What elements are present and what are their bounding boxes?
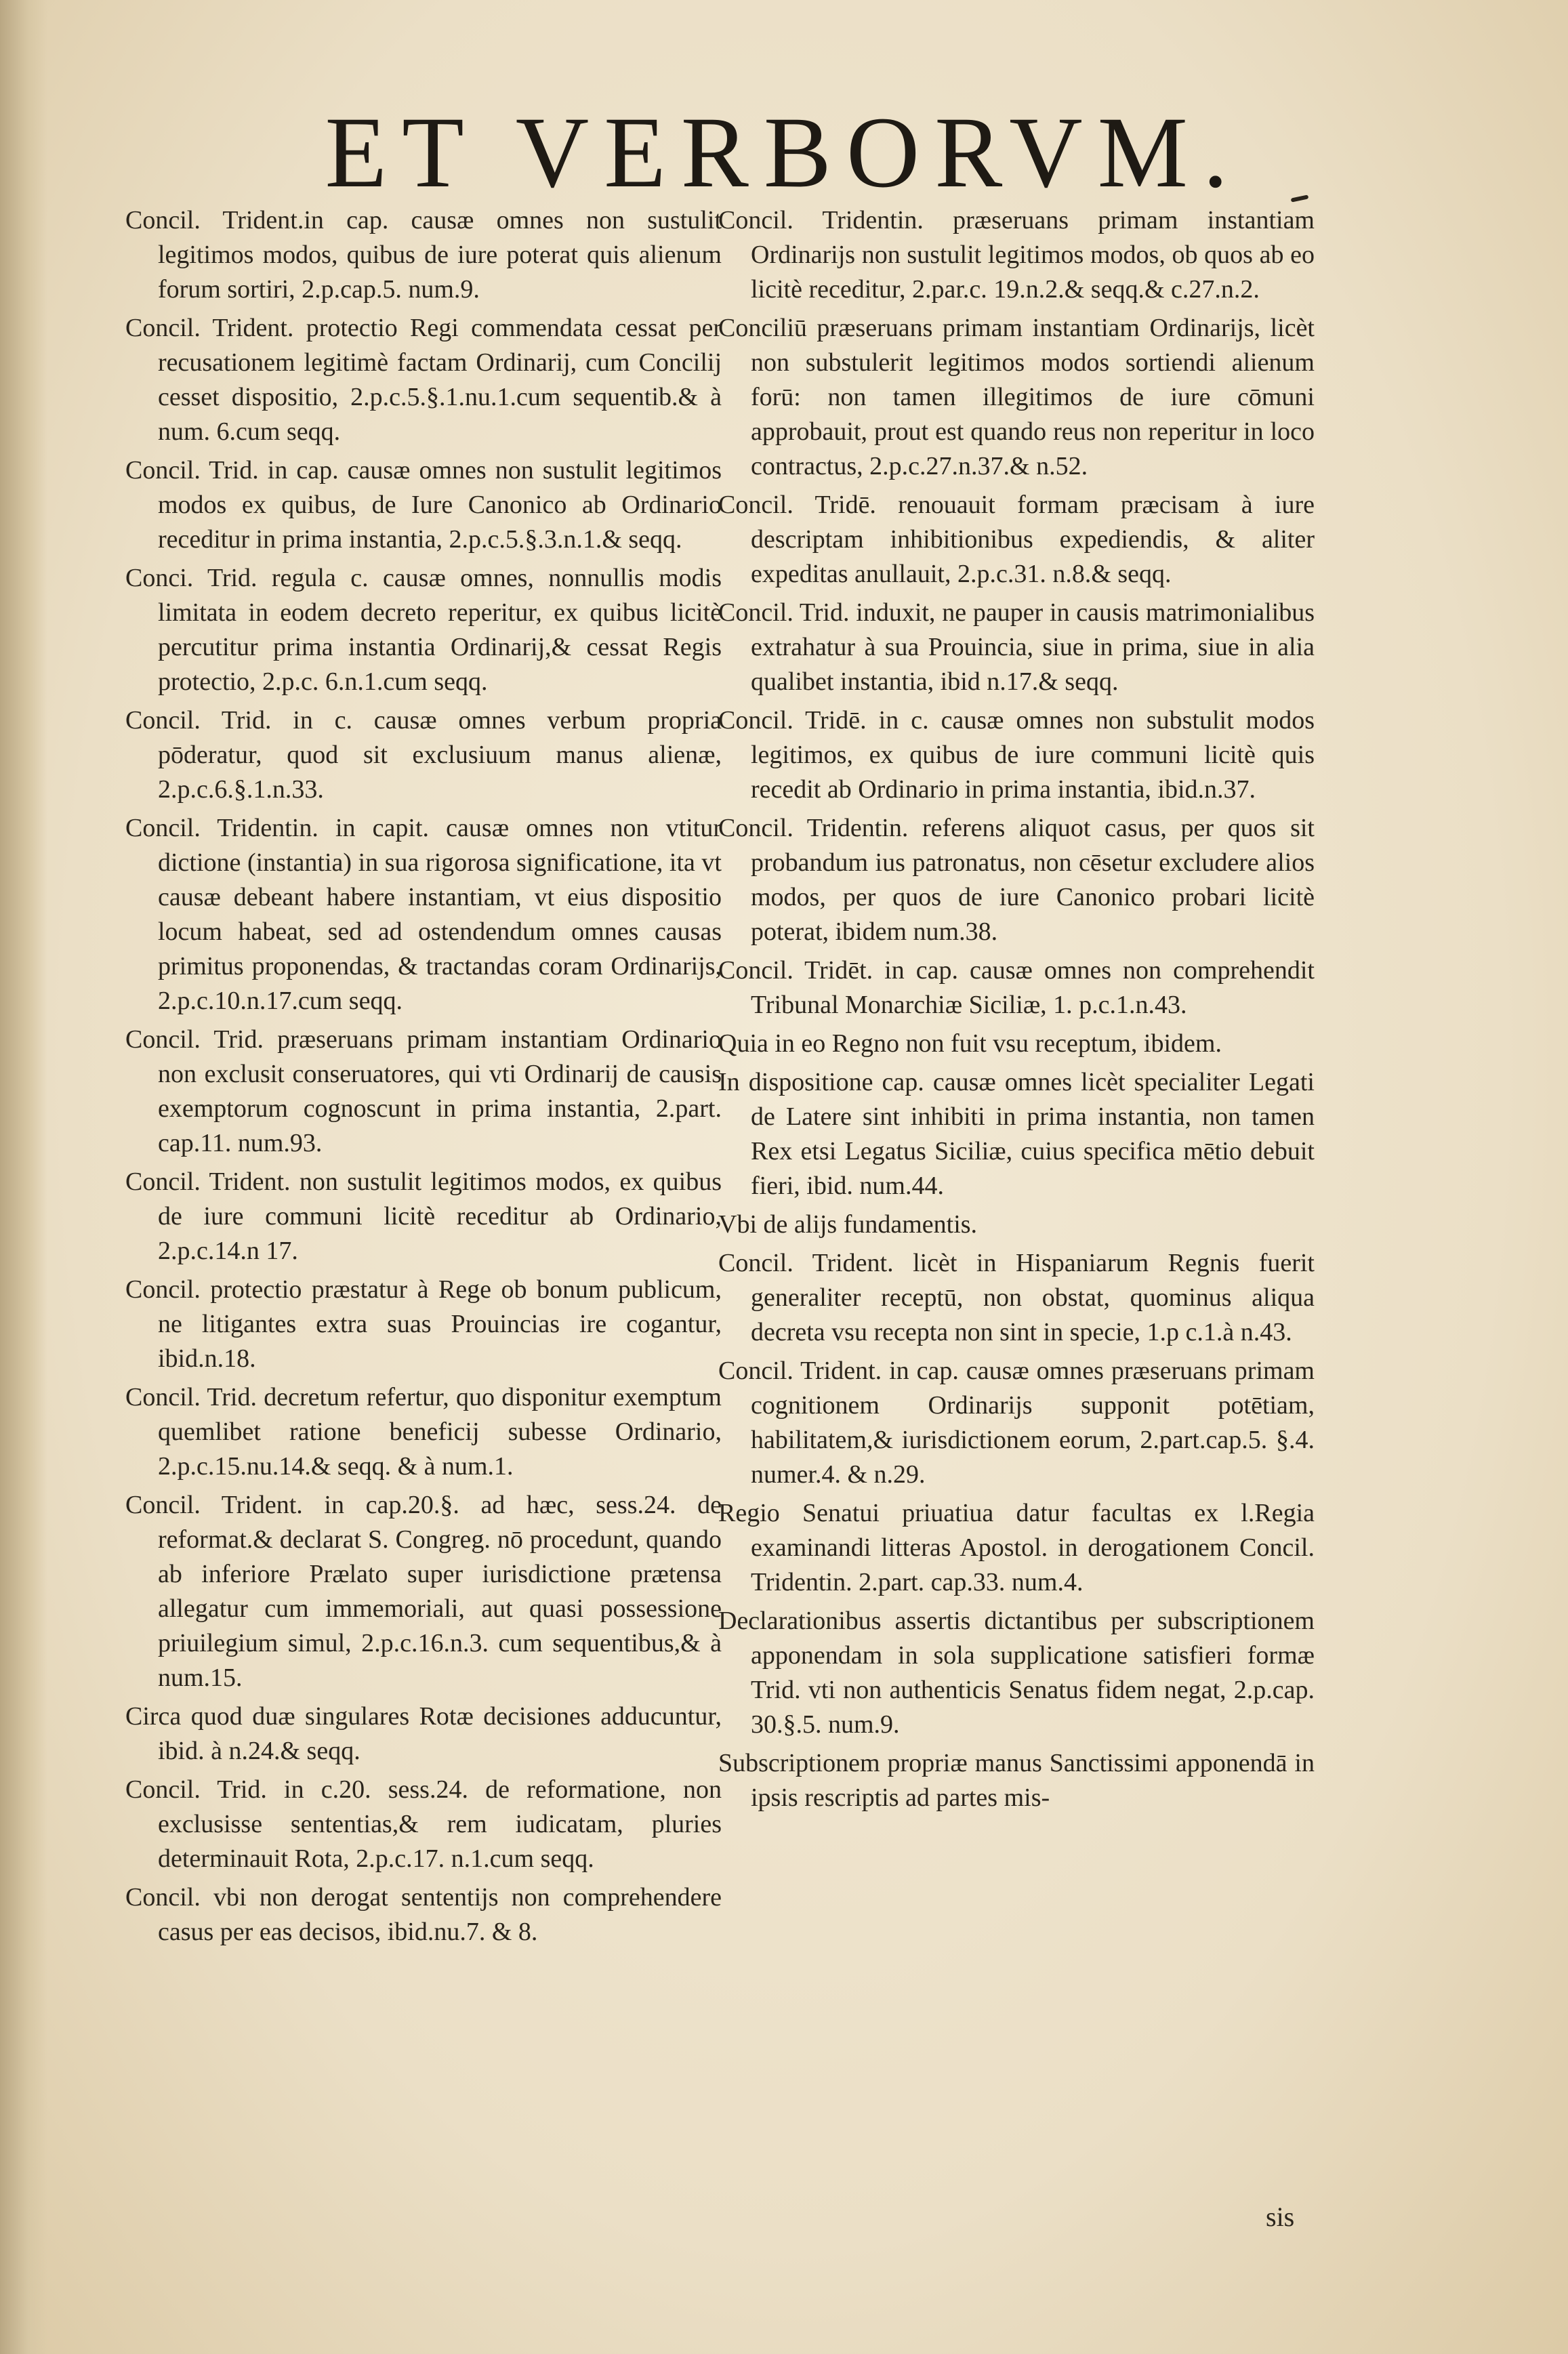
index-entry: Quia in eo Regno non fuit vsu receptum, ibidem.: [718, 1029, 1222, 1058]
index-entry: Concil. Trid. præseruans primam instantiam Ordinario non exclusit conseruatores, qui vti Ordinarij de causis exemptorum cognoscunt in prima instantia, 2.part. cap.11. num.93.: [125, 1025, 722, 1157]
index-entry: Concil. Trident. non sustulit legitimos modos, ex quibus de iure communi licitè receditur ab Ordinario, 2.p.c.14.n 17.: [125, 1168, 722, 1265]
index-entry: Concil. Trid. in c.20. sess.24. de reformatione, non exclusisse sententias,& rem iudicatam, pluries determinauit Rota, 2.p.c.17. n.1.cum seqq.: [125, 1775, 722, 1873]
index-entry: Concil. vbi non derogat sententijs non comprehendere casus per eas decisos, ibid.nu.7. & 8.: [125, 1883, 722, 1946]
index-entry: Circa quod duæ singulares Rotæ decisiones adducuntur, ibid. à n.24.& seqq.: [125, 1702, 722, 1765]
index-entry: Concil. Trid. in cap. causæ omnes non sustulit legitimos modos ex quibus, de Iure Canonico ab Ordinario receditur in prima instantia, 2.p.c.5.§.3.n.1.& seqq.: [125, 456, 722, 554]
index-entry: Declarationibus assertis dictantibus per subscriptionem apponendam in sola supplicatione satisfieri formæ Trid. vti non authenticis Senatus fidem negat, 2.p.cap. 30.§.5. num.9.: [718, 1607, 1315, 1739]
running-head: ET VERBORVM.: [325, 96, 1243, 209]
index-entry: Concil. Trident. in cap.20.§. ad hæc, sess.24. de reformat.& declarat S. Congreg. nō procedunt, quando ab inferiore Prælato super iurisdictione prætensa allegatur cum immemoriali, aut quasi possessione priuilegium simul, 2.p.c.16.n.3. cum sequentibus,& à num.15.: [125, 1491, 722, 1692]
page-gutter-edge: [0, 0, 47, 2354]
index-entry: In dispositione cap. causæ omnes licèt specialiter Legati de Latere sint inhibiti in prima instantia, non tamen Rex etsi Legatus Siciliæ, cuius specifica mētio debuit fieri, ibid. num.44.: [718, 1068, 1315, 1200]
index-entry: Conci. Trid. regula c. causæ omnes, nonnullis modis limitata in eodem decreto reperitur, ex quibus licitè percutitur prima instantia Ordinarij,& cessat Regis protectio, 2.p.c. 6.n.1.cum seqq.: [125, 564, 722, 696]
index-entry: Concil. Tridē. in c. causæ omnes non substulit modos legitimos, ex quibus de iure communi licitè quis recedit ab Ordinario in prima instantia, ibid.n.37.: [718, 706, 1315, 804]
index-entry: Concil. Trid. induxit, ne pauper in causis matrimonialibus extrahatur à sua Prouincia, siue in prima, siue in alia qualibet instantia, ibid n.17.& seqq.: [718, 598, 1315, 696]
index-entry: Concil. Tridē. renouauit formam præcisam à iure descriptam inhibitionibus expediendis, & aliter expeditas anullauit, 2.p.c.31. n.8.& seqq.: [718, 491, 1315, 588]
index-entry: Vbi de alijs fundamentis.: [718, 1210, 978, 1239]
index-entry: Concil. Tridentin. præseruans primam instantiam Ordinarijs non sustulit legitimos modos, ob quos ab eo licitè receditur, 2.par.c. 19.n.2.& seqq.& c.27.n.2.: [718, 206, 1315, 304]
catchword: sis: [1266, 2202, 1295, 2232]
index-entry: Subscriptionem propriæ manus Sanctissimi apponendā in ipsis rescriptis ad partes mis-: [718, 1749, 1315, 1812]
index-entry: Concil. Trident. licèt in Hispaniarum Regnis fuerit generaliter receptū, non obstat, quominus aliqua decreta vsu recepta non sint in specie, 1.p c.1.à n.43.: [718, 1249, 1315, 1346]
index-column-right: [718, 203, 1315, 1819]
index-entry: Concil. Trident. protectio Regi commendata cessat per recusationem legitimè factam Ordinarij, cum Concilij cesset dispositio, 2.p.c.5.§.1.nu.1.cum sequentib.& à num. 6.cum seqq.: [125, 314, 722, 446]
index-column-left: [125, 203, 722, 1954]
index-entry: Concil. Trid. decretum refertur, quo disponitur exemptum quemlibet ratione beneficij subesse Ordinario, 2.p.c.15.nu.14.& seqq. & à num.1.: [125, 1383, 722, 1481]
index-entry: Concil. Trident.in cap. causæ omnes non sustulit legitimos modos, quibus de iure poterat quis alienum forum sortiri, 2.p.cap.5. num.9.: [125, 206, 722, 304]
index-entry: Concil. protectio præstatur à Rege ob bonum publicum, ne litigantes extra suas Prouincias ire cogantur, ibid.n.18.: [125, 1275, 722, 1373]
index-entry: Concil. Tridēt. in cap. causæ omnes non comprehendit Tribunal Monarchiæ Siciliæ, 1. p.c.1.n.43.: [718, 956, 1315, 1019]
index-entry: Conciliū præseruans primam instantiam Ordinarijs, licèt non substulerit legitimos modos sortiendi alienum forū: non tamen illegitimos de iure cōmuni approbauit, prout est quando reus non reperitur in loco contractus, 2.p.c.27.n.37.& n.52.: [718, 314, 1315, 480]
index-entry: Regio Senatui priuatiua datur facultas ex l.Regia examinandi litteras Apostol. in derogationem Concil. Tridentin. 2.part. cap.33. num.4.: [718, 1499, 1315, 1596]
index-entry: Concil. Trident. in cap. causæ omnes præseruans primam cognitionem Ordinarijs supponit potētiam, habilitatem,& iurisdictionem eorum, 2.part.cap.5. §.4. numer.4. & n.29.: [718, 1357, 1315, 1489]
index-entry: Concil. Tridentin. referens aliquot casus, per quos sit probandum ius patronatus, non cēsetur excludere alios modos, per quos de iure Canonico probari licitè poterat, ibidem num.38.: [718, 814, 1315, 946]
index-entry: Concil. Tridentin. in capit. causæ omnes non vtitur dictione (instantia) in sua rigorosa significatione, ita vt causæ debeant habere instantiam, vt eius dispositio locum habeat, sed ad ostendendum omnes causas primitus proponendas, & tractandas coram Ordinarijs, 2.p.c.10.n.17.cum seqq.: [125, 814, 722, 1015]
index-entry: Concil. Trid. in c. causæ omnes verbum propria pōderatur, quod sit exclusiuum manus alienæ, 2.p.c.6.§.1.n.33.: [125, 706, 722, 804]
